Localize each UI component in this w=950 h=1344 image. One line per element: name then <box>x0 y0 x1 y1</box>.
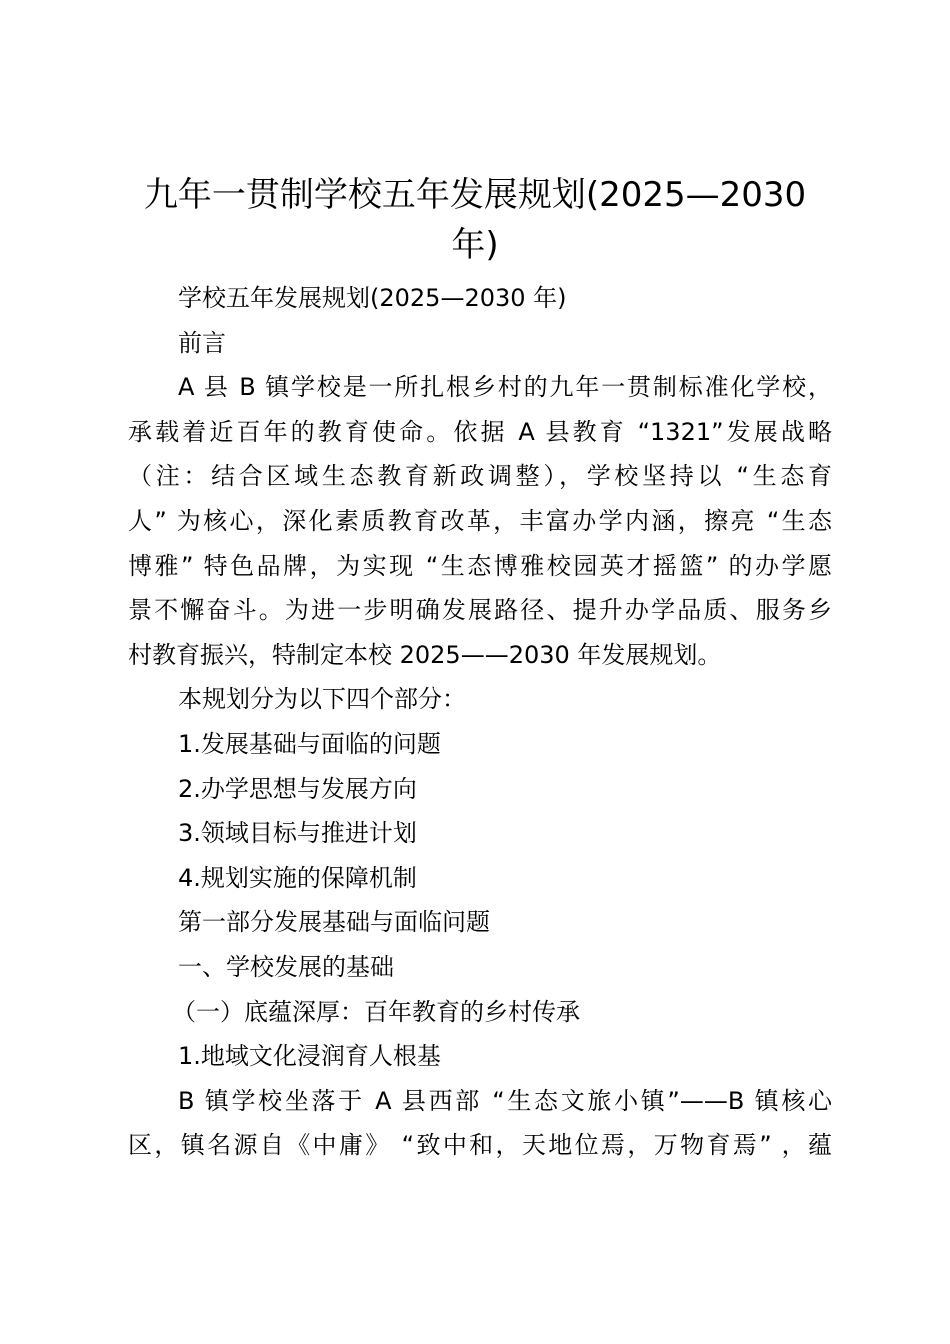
intro-line: 博雅” 特色品牌，为实现 “生态博雅校园英才摇篮” 的办学愿 <box>128 551 832 580</box>
subsection1-heading: （一）底蕴深厚：百年教育的乡村传承 <box>172 997 580 1026</box>
intro-paragraph <box>128 365 832 677</box>
part-item: 3.领域目标与推进计划 <box>178 819 417 848</box>
closing-paragraph <box>128 1079 832 1168</box>
intro-line: 承载着近百年的教育使命。依据 A 县教育 “1321”发展战略 <box>128 417 832 446</box>
preface-heading: 前言 <box>178 328 226 357</box>
parts-intro: 本规划分为以下四个部分： <box>178 685 466 714</box>
part-item: 4.规划实施的保障机制 <box>178 863 417 892</box>
closing-line: B 镇学校坐落于 A 县西部 “生态文旅小镇”——B 镇核心 <box>178 1086 832 1115</box>
document-title <box>120 170 830 270</box>
title-line-1: 九年一贯制学校五年发展规划(2025—2030 <box>143 175 807 215</box>
intro-line: A 县 B 镇学校是一所扎根乡村的九年一贯制标准化学校， <box>178 373 832 402</box>
part1-heading: 第一部分发展基础与面临问题 <box>178 908 490 937</box>
part-item: 2.办学思想与发展方向 <box>178 774 417 803</box>
item1-heading: 1.地域文化浸润育人根基 <box>178 1042 441 1071</box>
intro-line: 村教育振兴，特制定本校 2025——2030 年发展规划。 <box>128 640 722 669</box>
closing-line: 区，镇名源自《中庸》 “致中和，天地位焉，万物育焉” ，蕴 <box>128 1131 832 1160</box>
section1-heading: 一、学校发展的基础 <box>178 952 394 981</box>
subtitle: 学校五年发展规划(2025—2030 年) <box>178 284 567 312</box>
intro-line: 景不懈奋斗。为进一步明确发展路径、提升办学品质、服务乡 <box>128 596 832 625</box>
intro-line: 人” 为核心，深化素质教育改革，丰富办学内涵，擦亮 “生态 <box>128 506 832 535</box>
intro-line: （注：结合区域生态教育新政调整），学校坚持以 “生态育 <box>128 462 832 491</box>
document-body <box>128 276 832 1168</box>
part-item: 1.发展基础与面临的问题 <box>178 729 441 758</box>
title-line-2: 年) <box>451 225 499 265</box>
